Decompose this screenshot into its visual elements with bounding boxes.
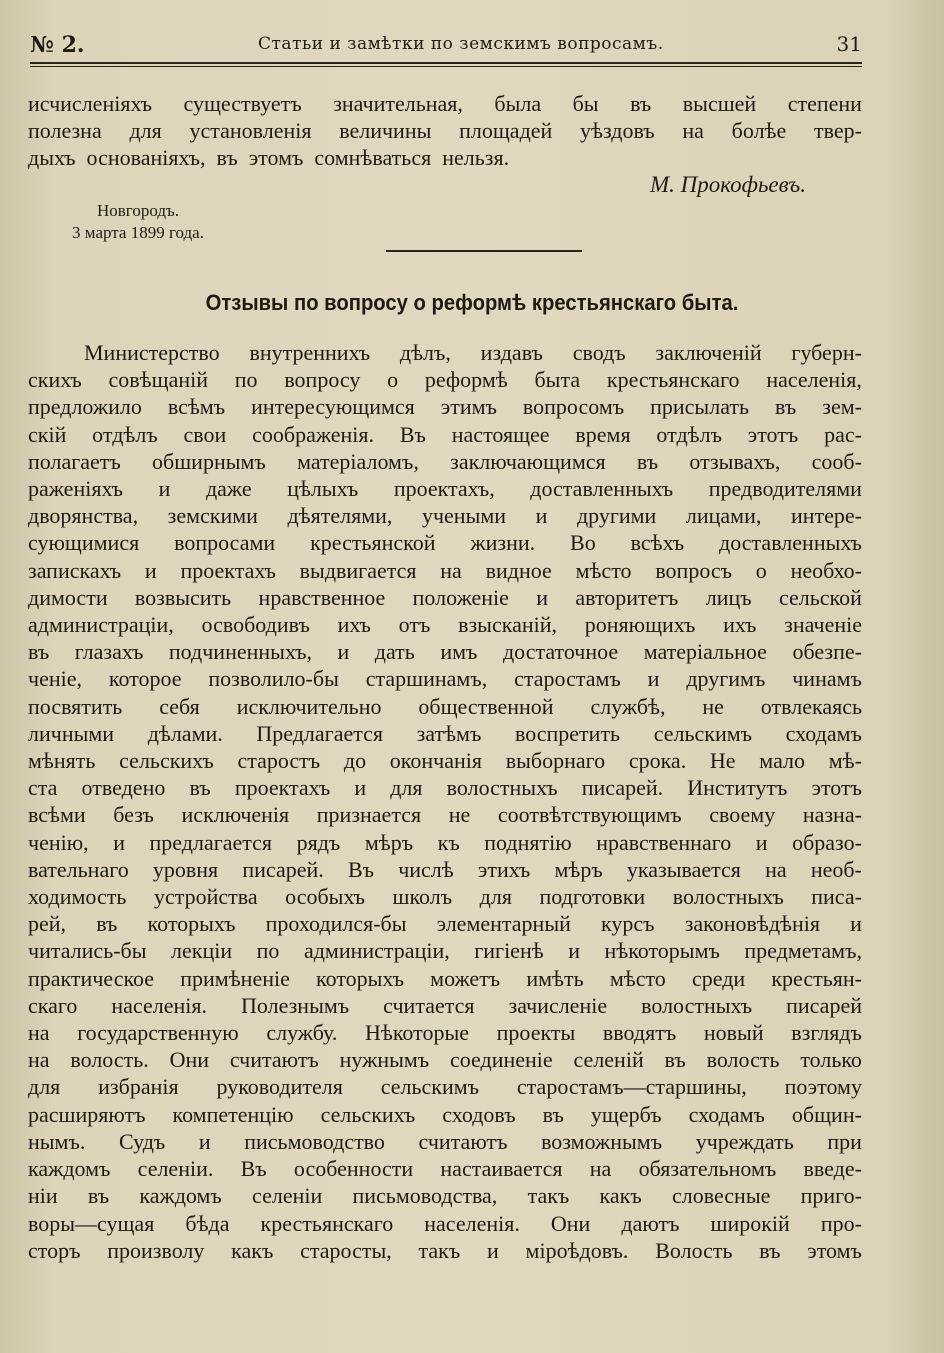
text-line: мѣнять сельскихъ старостъ до окончанія выборнаго срока. Не мало мѣ- — [28, 748, 862, 774]
text-line: личными дѣлами. Предлагается затѣмъ воспретить сельскимъ сходамъ — [28, 720, 862, 746]
dateline-date: 3 марта 1899 года. — [72, 223, 204, 242]
text-line: предложило всѣмъ интересующимся этимъ вопросомъ присылать въ зем- — [28, 394, 862, 420]
text-line: дыхъ основаніяхъ, въ этомъ сомнѣваться нельзя. — [28, 145, 510, 171]
text-line: Министерство внутреннихъ дѣлъ, издавъ сводъ заключеній губерн- — [84, 340, 862, 365]
text-line: посвятить себя исключительно общественной службѣ, не отвлекаясь — [28, 693, 862, 719]
text-line: димости возвысить нравственное положеніе и авторитетъ лицъ сельской — [28, 584, 862, 610]
text-line: читались-бы лекціи по администраціи, гигіенѣ и нѣкоторымъ предметамъ, — [28, 938, 862, 964]
text-line: практическое примѣненіе которыхъ можетъ имѣть мѣсто среди крестьян- — [28, 965, 862, 991]
header-rule — [30, 62, 862, 64]
text-line: сторъ произволу какъ старосты, такъ и міроѣдовъ. Волость въ этомъ — [28, 1237, 862, 1263]
text-line: ченіе, которое позволило-бы старшинамъ, старостамъ и другимъ чинамъ — [28, 666, 862, 692]
article-title: Отзывы по вопросу о реформѣ крестьянскаго быта. — [205, 290, 739, 315]
text-line: вательнаго уровня писарей. Въ числѣ этихъ мѣръ указывается на необ- — [28, 856, 862, 882]
text-line: въ глазахъ подчиненныхъ, и дать имъ достаточное матеріальное обезпе- — [28, 639, 862, 665]
text-line: ніи въ каждомъ селеніи письмоводства, такъ какъ словесные приго- — [28, 1183, 862, 1209]
running-title: Статьи и замѣтки по земскимъ вопросамъ. — [258, 34, 664, 54]
running-header — [30, 28, 862, 68]
text-line: для избранія руководителя сельскимъ старостамъ—старшины, поэтому — [28, 1074, 862, 1100]
text-line: администраціи, освободивъ ихъ отъ взысканій, роняющихъ ихъ значеніе — [28, 612, 862, 638]
text-line: на волость. Они считаютъ нужнымъ соединеніе селеній въ волость только — [28, 1047, 862, 1073]
text-line: расширяютъ компетенцію сельскихъ сходовъ въ ущербъ сходамъ общин- — [28, 1101, 862, 1127]
text-line: раженіяхъ и даже цѣлыхъ проектахъ, доставленныхъ предводителями — [28, 476, 862, 502]
author-signature: М. Прокофьевъ. — [649, 172, 806, 197]
text-line: ходимость устройства особыхъ школъ для подготовки волостныхъ писа- — [28, 884, 862, 910]
text-line: скаго населенія. Полезнымъ считается зачисленіе волостныхъ писарей — [28, 992, 862, 1018]
text-line: полагаетъ обширнымъ матеріаломъ, заключающимся въ отзывахъ, сооб- — [28, 448, 862, 474]
text-line: ченію, и предлагается рядъ мѣръ къ поднятію нравственнаго и образо- — [28, 829, 862, 855]
article-body — [28, 339, 862, 1264]
text-line: скихъ совѣщаній по вопросу о реформѣ быта крестьянскаго населенія, — [28, 367, 862, 393]
text-line: на государственную службу. Нѣкоторые проекты вводятъ новый взглядъ — [28, 1020, 862, 1046]
text-line: ста отведено въ проектахъ и для волостныхъ писарей. Институтъ этотъ — [28, 775, 862, 801]
dateline-place: Новгородъ. — [96, 201, 180, 220]
text-line: исчисленіяхъ существуетъ значительная, была бы въ высшей степени — [28, 91, 862, 116]
page-number: 31 — [836, 32, 862, 56]
text-line: нымъ. Судъ и письмоводство считаютъ возможнымъ учреждать при — [28, 1128, 862, 1154]
text-line: запискахъ и проектахъ выдвигается на видное мѣсто вопросъ о необхо- — [28, 557, 862, 583]
text-line: сующимися вопросами крестьянской жизни. Во всѣхъ доставленныхъ — [28, 530, 862, 556]
text-line: дворянства, земскими дѣятелями, учеными и другими лицами, интере- — [28, 503, 862, 529]
dateline — [58, 200, 218, 244]
intro-paragraph — [28, 90, 862, 172]
text-line: полезна для установленія величины площадей уѣздовъ на болѣе твер- — [28, 118, 862, 144]
text-line: воры—сущая бѣда крестьянскаго населенія. Они даютъ широкій про- — [28, 1210, 862, 1236]
issue-number: № 2. — [30, 32, 85, 58]
text-line: рей, въ которыхъ проходился-бы элементарный курсъ законовѣдѣнія и — [28, 911, 862, 937]
text-line: всѣми безъ исключенія признается не соотвѣтствующимъ своему назна- — [28, 802, 862, 828]
text-line: каждомъ селеніи. Въ особенности настаивается на обязательномъ введе- — [28, 1156, 862, 1182]
header-rule-thin — [30, 66, 862, 67]
text-line: скій отдѣлъ свои соображенія. Въ настоящее время отдѣлъ этотъ рас- — [28, 421, 862, 447]
section-separator — [386, 250, 582, 252]
